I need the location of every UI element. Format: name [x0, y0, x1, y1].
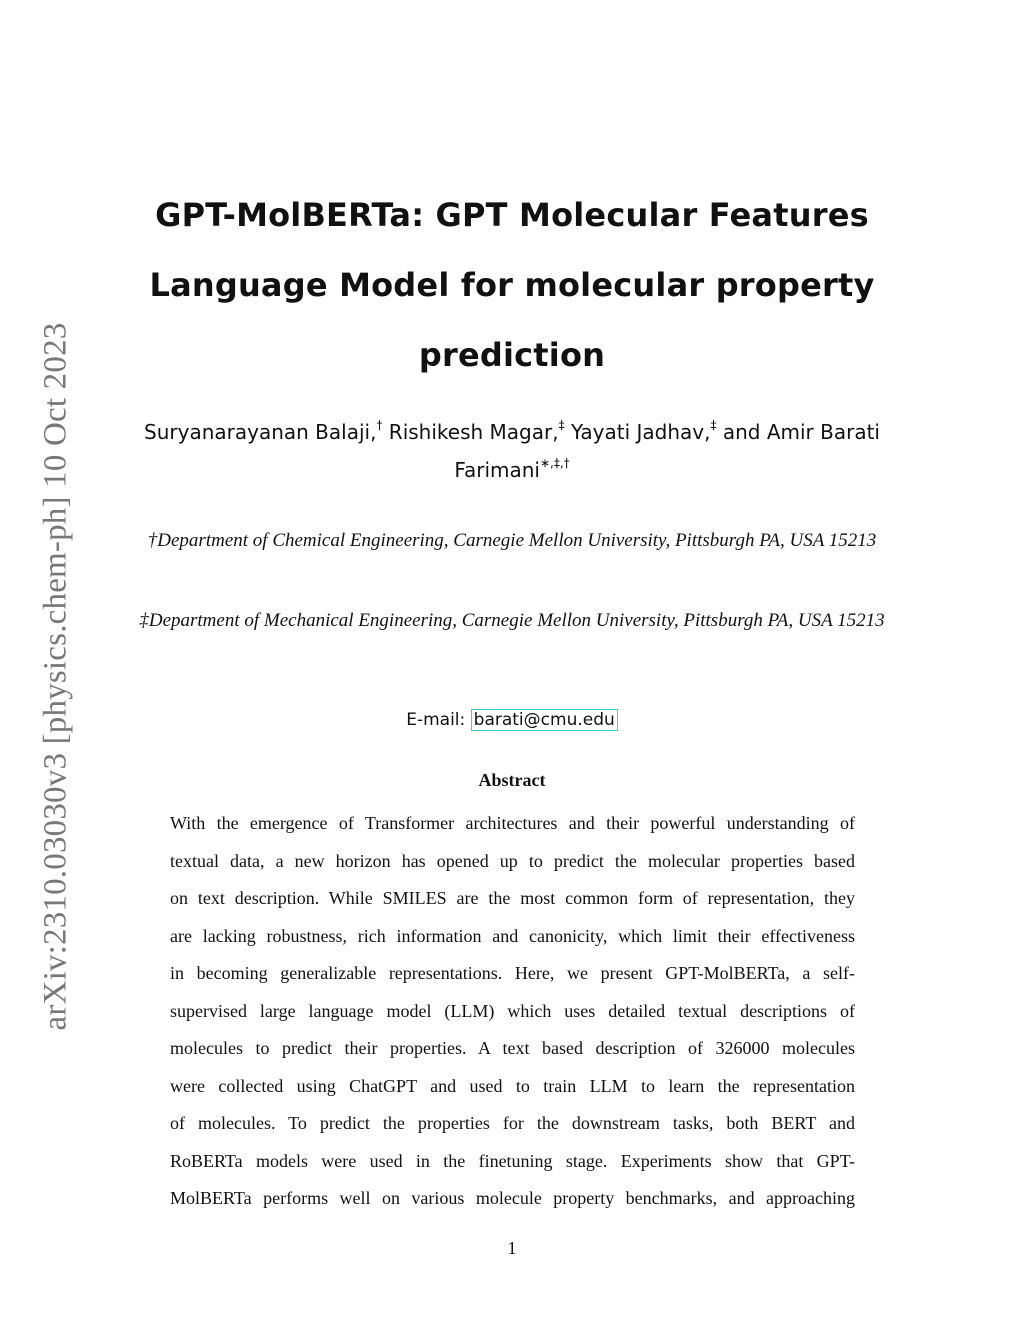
abstract-line: molecules to predict their properties. A text based description of 326000 molecules: [170, 1038, 855, 1058]
abstract-line: were collected using ChatGPT and used to train LLM to learn the representation: [170, 1075, 855, 1096]
email-label: E-mail:: [406, 710, 466, 730]
affiliation-chemical-engineering: †Department of Chemical Engineering, Carnegie Mellon University, Pittsburgh PA, USA 15213: [147, 530, 877, 551]
author-affiliation-mark: ‡: [558, 418, 565, 433]
arxiv-identifier-stamp: arXiv:2310.03030v3 [physics.chem-ph] 10 Oct 2023: [37, 322, 74, 1031]
author-name: Suryanarayanan Balaji,: [144, 420, 377, 444]
contact-email: [0, 707, 1024, 733]
page-number: 1: [507, 1238, 517, 1258]
abstract-line: MolBERTa performs well on various molecule property benchmarks, and approaching: [170, 1188, 855, 1208]
paper-title: GPT-MolBERTa: GPT Molecular Features Language Model for molecular property prediction: [149, 196, 875, 374]
abstract-line: With the emergence of Transformer architectures and their powerful understanding of: [170, 813, 855, 833]
affiliation-mechanical-engineering: ‡Department of Mechanical Engineering, Carnegie Mellon University, Pittsburgh PA, USA 15213: [139, 610, 885, 631]
author-name: Rishikesh Magar,: [388, 420, 559, 444]
author-affiliation-mark: †: [376, 418, 383, 433]
abstract-line: textual data, a new horizon has opened up to predict the molecular properties based: [170, 850, 855, 871]
abstract-line: in becoming generalizable representations. Here, we present GPT-MolBERTa, a self-: [170, 963, 855, 983]
abstract-body: [170, 805, 855, 1218]
abstract-line: on text description. While SMILES are the most common form of representation, they: [170, 888, 855, 908]
abstract-heading: Abstract: [478, 770, 546, 790]
author-affiliation-mark: ∗,‡,†: [540, 456, 570, 471]
email-link[interactable]: barati@cmu.edu: [471, 709, 618, 731]
abstract-line: are lacking robustness, rich information and canonicity, which limit their effectiveness: [170, 925, 855, 946]
author-list: [120, 413, 904, 489]
author-affiliation-mark: ‡: [710, 418, 717, 433]
abstract-line: RoBERTa models were used in the finetuning stage. Experiments show that GPT-: [170, 1150, 855, 1171]
abstract-line: supervised large language model (LLM) which uses detailed textual descriptions of: [170, 1000, 855, 1021]
author-name: and Amir Barati Farimani: [454, 420, 880, 482]
abstract-line: of molecules. To predict the properties for the downstream tasks, both BERT and: [170, 1113, 855, 1133]
author-name: Yayati Jadhav,: [570, 420, 711, 444]
